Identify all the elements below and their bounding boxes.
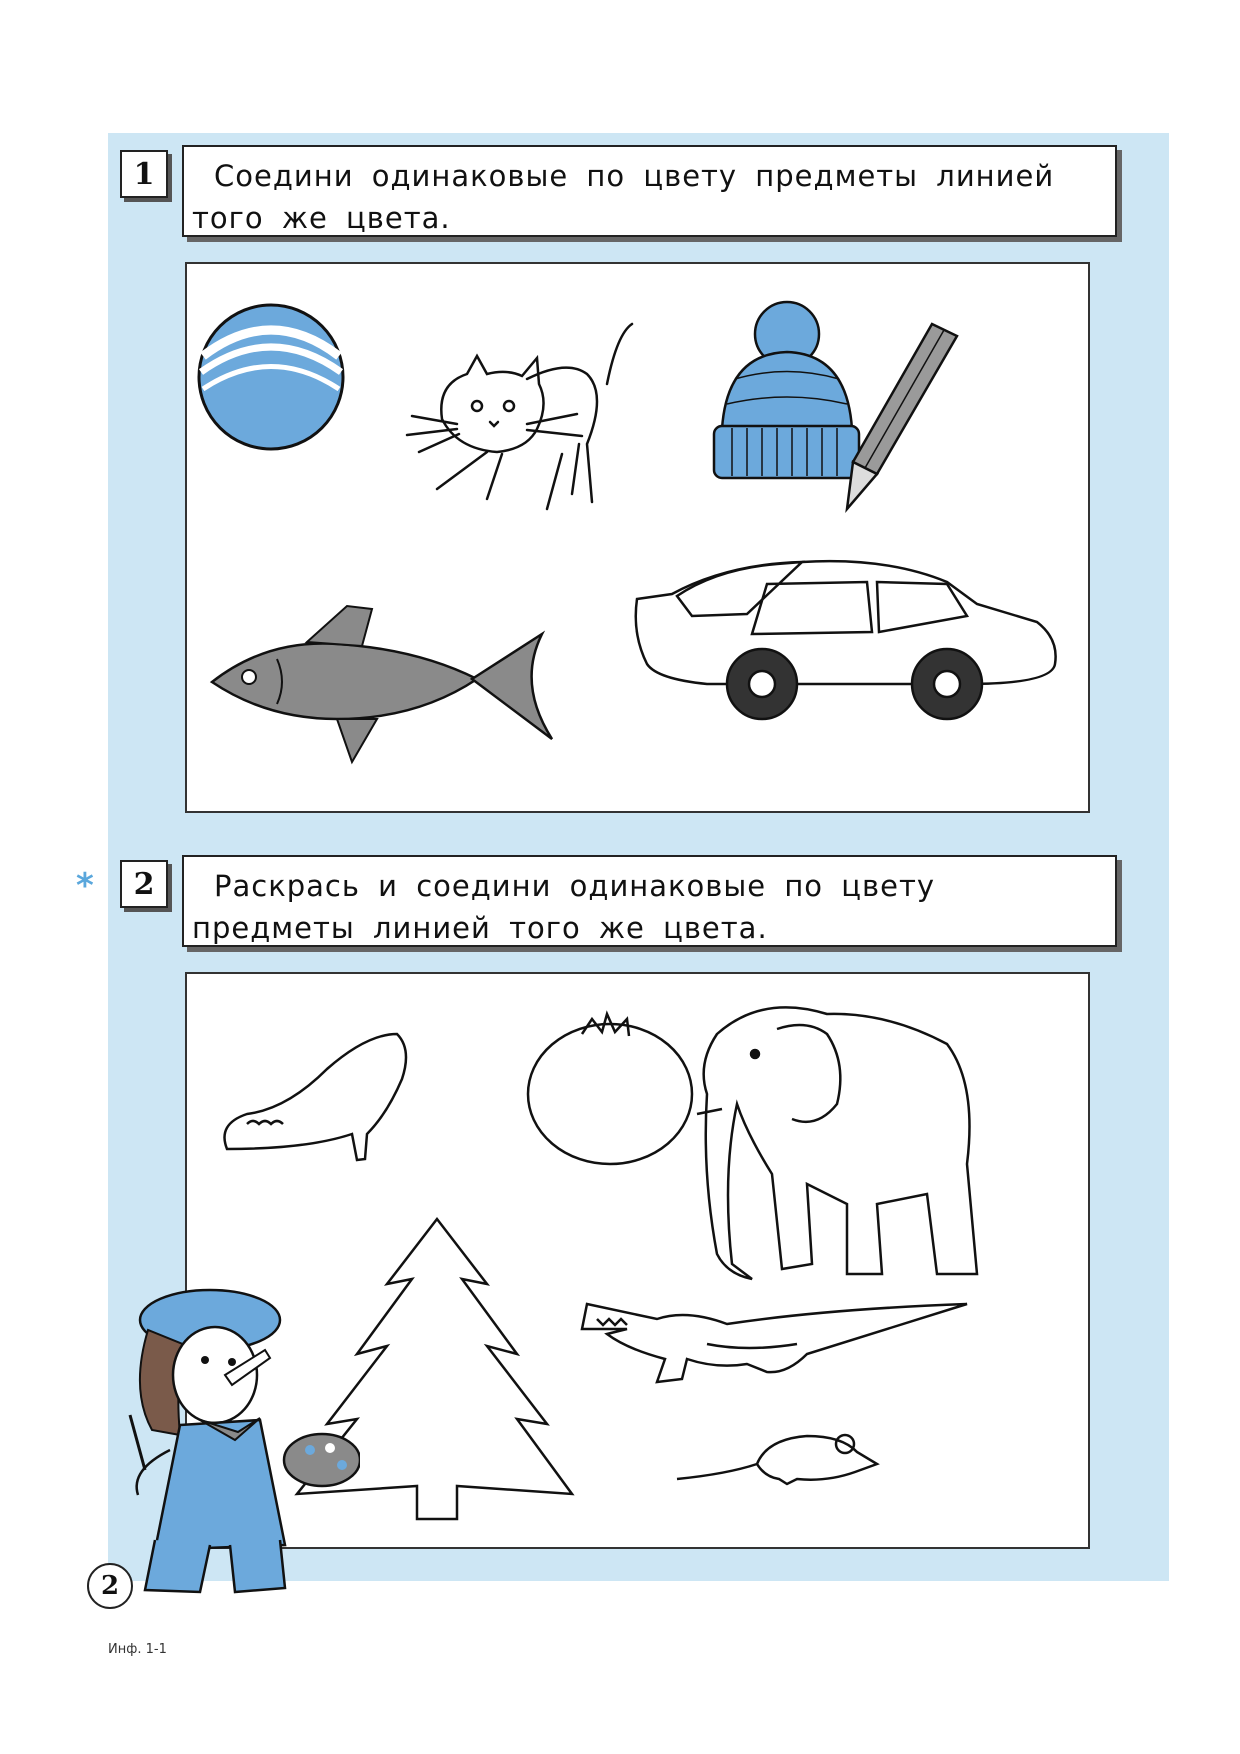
star-marker: *: [76, 866, 94, 906]
high-heel-shoe-icon[interactable]: [225, 1034, 407, 1160]
ball-icon[interactable]: [199, 305, 343, 449]
elephant-icon[interactable]: [697, 1007, 977, 1279]
crocodile-icon[interactable]: [582, 1304, 967, 1382]
painter-character-illustration: [60, 1270, 360, 1600]
task1-picture-frame: [185, 262, 1090, 813]
task1-number: 1: [120, 150, 168, 198]
task2-instruction-text: Раскрась и соедини одинаковые по цвету предметы линией того же цвета.: [192, 869, 935, 945]
tomato-icon[interactable]: [528, 1014, 692, 1164]
car-icon[interactable]: [636, 561, 1056, 719]
task1-instruction: [182, 145, 1117, 237]
task2-instruction: [182, 855, 1117, 947]
task2-number: 2: [120, 860, 168, 908]
fish-icon[interactable]: [212, 606, 552, 762]
pencil-icon[interactable]: [847, 324, 957, 509]
task1-instruction-text: Соедини одинаковые по цвету предметы линией того же цвета.: [192, 159, 1055, 235]
page-number: 2: [87, 1563, 133, 1609]
knit-hat-icon[interactable]: [714, 302, 859, 478]
footer-code: Инф. 1-1: [108, 1642, 167, 1657]
mouse-icon[interactable]: [677, 1435, 877, 1484]
cat-icon[interactable]: [407, 324, 632, 509]
